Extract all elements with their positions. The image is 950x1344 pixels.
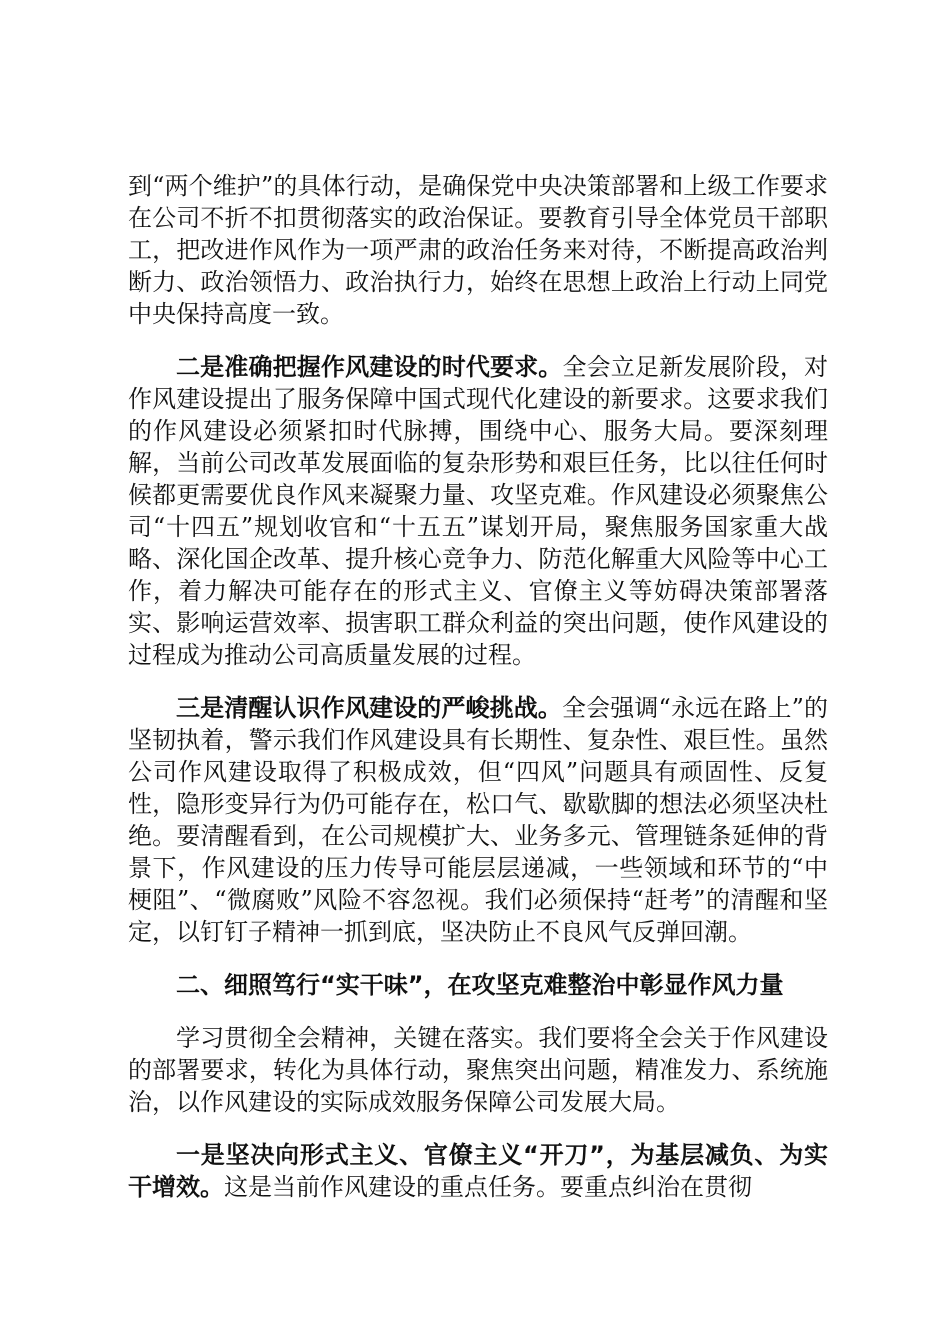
paragraph-formalism: [128, 1139, 828, 1203]
paragraph-text: 这是当前作风建设的重点任务。要重点纠治在贯彻: [224, 1173, 752, 1201]
paragraph-continuation: [128, 170, 828, 330]
section-heading: [128, 969, 828, 1001]
paragraph-text: 学习贯彻全会精神，关键在落实。我们要将全会关于作风建设的部署要求，转化为具体行动，聚焦突出问题，精准发力、系统施治，以作风建设的实际成效服务保障公司发展大局。: [128, 1024, 828, 1116]
paragraph-implementation: [128, 1022, 828, 1118]
section-heading-text: 二、细照笃行“实干味”，在攻坚克难整治中彰显作风力量: [176, 971, 784, 999]
paragraph-text: 到“两个维护”的具体行动，是确保党中央决策部署和上级工作要求在公司不折不扣贯彻落实的政治保证。要教育引导全体党员干部职工，把改进作风作为一项严肃的政治任务来对待，不断提高政治判断力、政治领悟力、政治执行力，始终在思想上政治上行动上同党中央保持高度一致。: [128, 172, 828, 328]
paragraph-text: 全会强调“永远在路上”的坚韧执着，警示我们作风建设具有长期性、复杂性、艰巨性。虽然公司作风建设取得了积极成效，但“四风”问题具有顽固性、反复性，隐形变异行为仍可能存在，松口气、歇歇脚的想法必须坚决杜绝。要清醒看到，在公司规模扩大、业务多元、管理链条延伸的背景下，作风建设的压力传导可能层层递减，一些领域和环节的“中梗阻”、“微腐败”风险不容忽视。我们必须保持“赶考”的清醒和坚定，以钉钉子精神一抓到底，坚决防止不良风气反弹回潮。: [128, 694, 828, 946]
document-page: [128, 170, 828, 1224]
paragraph-lead: 二是准确把握作风建设的时代要求。: [176, 353, 563, 381]
paragraph-challenges: [128, 692, 828, 948]
paragraph-lead: 三是清醒认识作风建设的严峻挑战。: [176, 694, 563, 722]
paragraph-text: 全会立足新发展阶段，对作风建设提出了服务保障中国式现代化建设的新要求。这要求我们的作风建设必须紧扣时代脉搏，围绕中心、服务大局。要深刻理解，当前公司改革发展面临的复杂形势和艰巨任务，比以往任何时候都更需要优良作风来凝聚力量、攻坚克难。作风建设必须聚焦公司“十四五”规划收官和“十五五”谋划开局，聚焦服务国家重大战略、深化国企改革、提升核心竞争力、防范化解重大风险等中心工作，着力解决可能存在的形式主义、官僚主义等妨碍决策部署落实、影响运营效率、损害职工群众利益的突出问题，使作风建设的过程成为推动公司高质量发展的过程。: [128, 353, 829, 669]
paragraph-lead: 一是坚决向形式主义、官僚主义“开刀”，为基层减负、为实干增效。: [128, 1141, 828, 1201]
paragraph-era-requirements: [128, 351, 828, 671]
